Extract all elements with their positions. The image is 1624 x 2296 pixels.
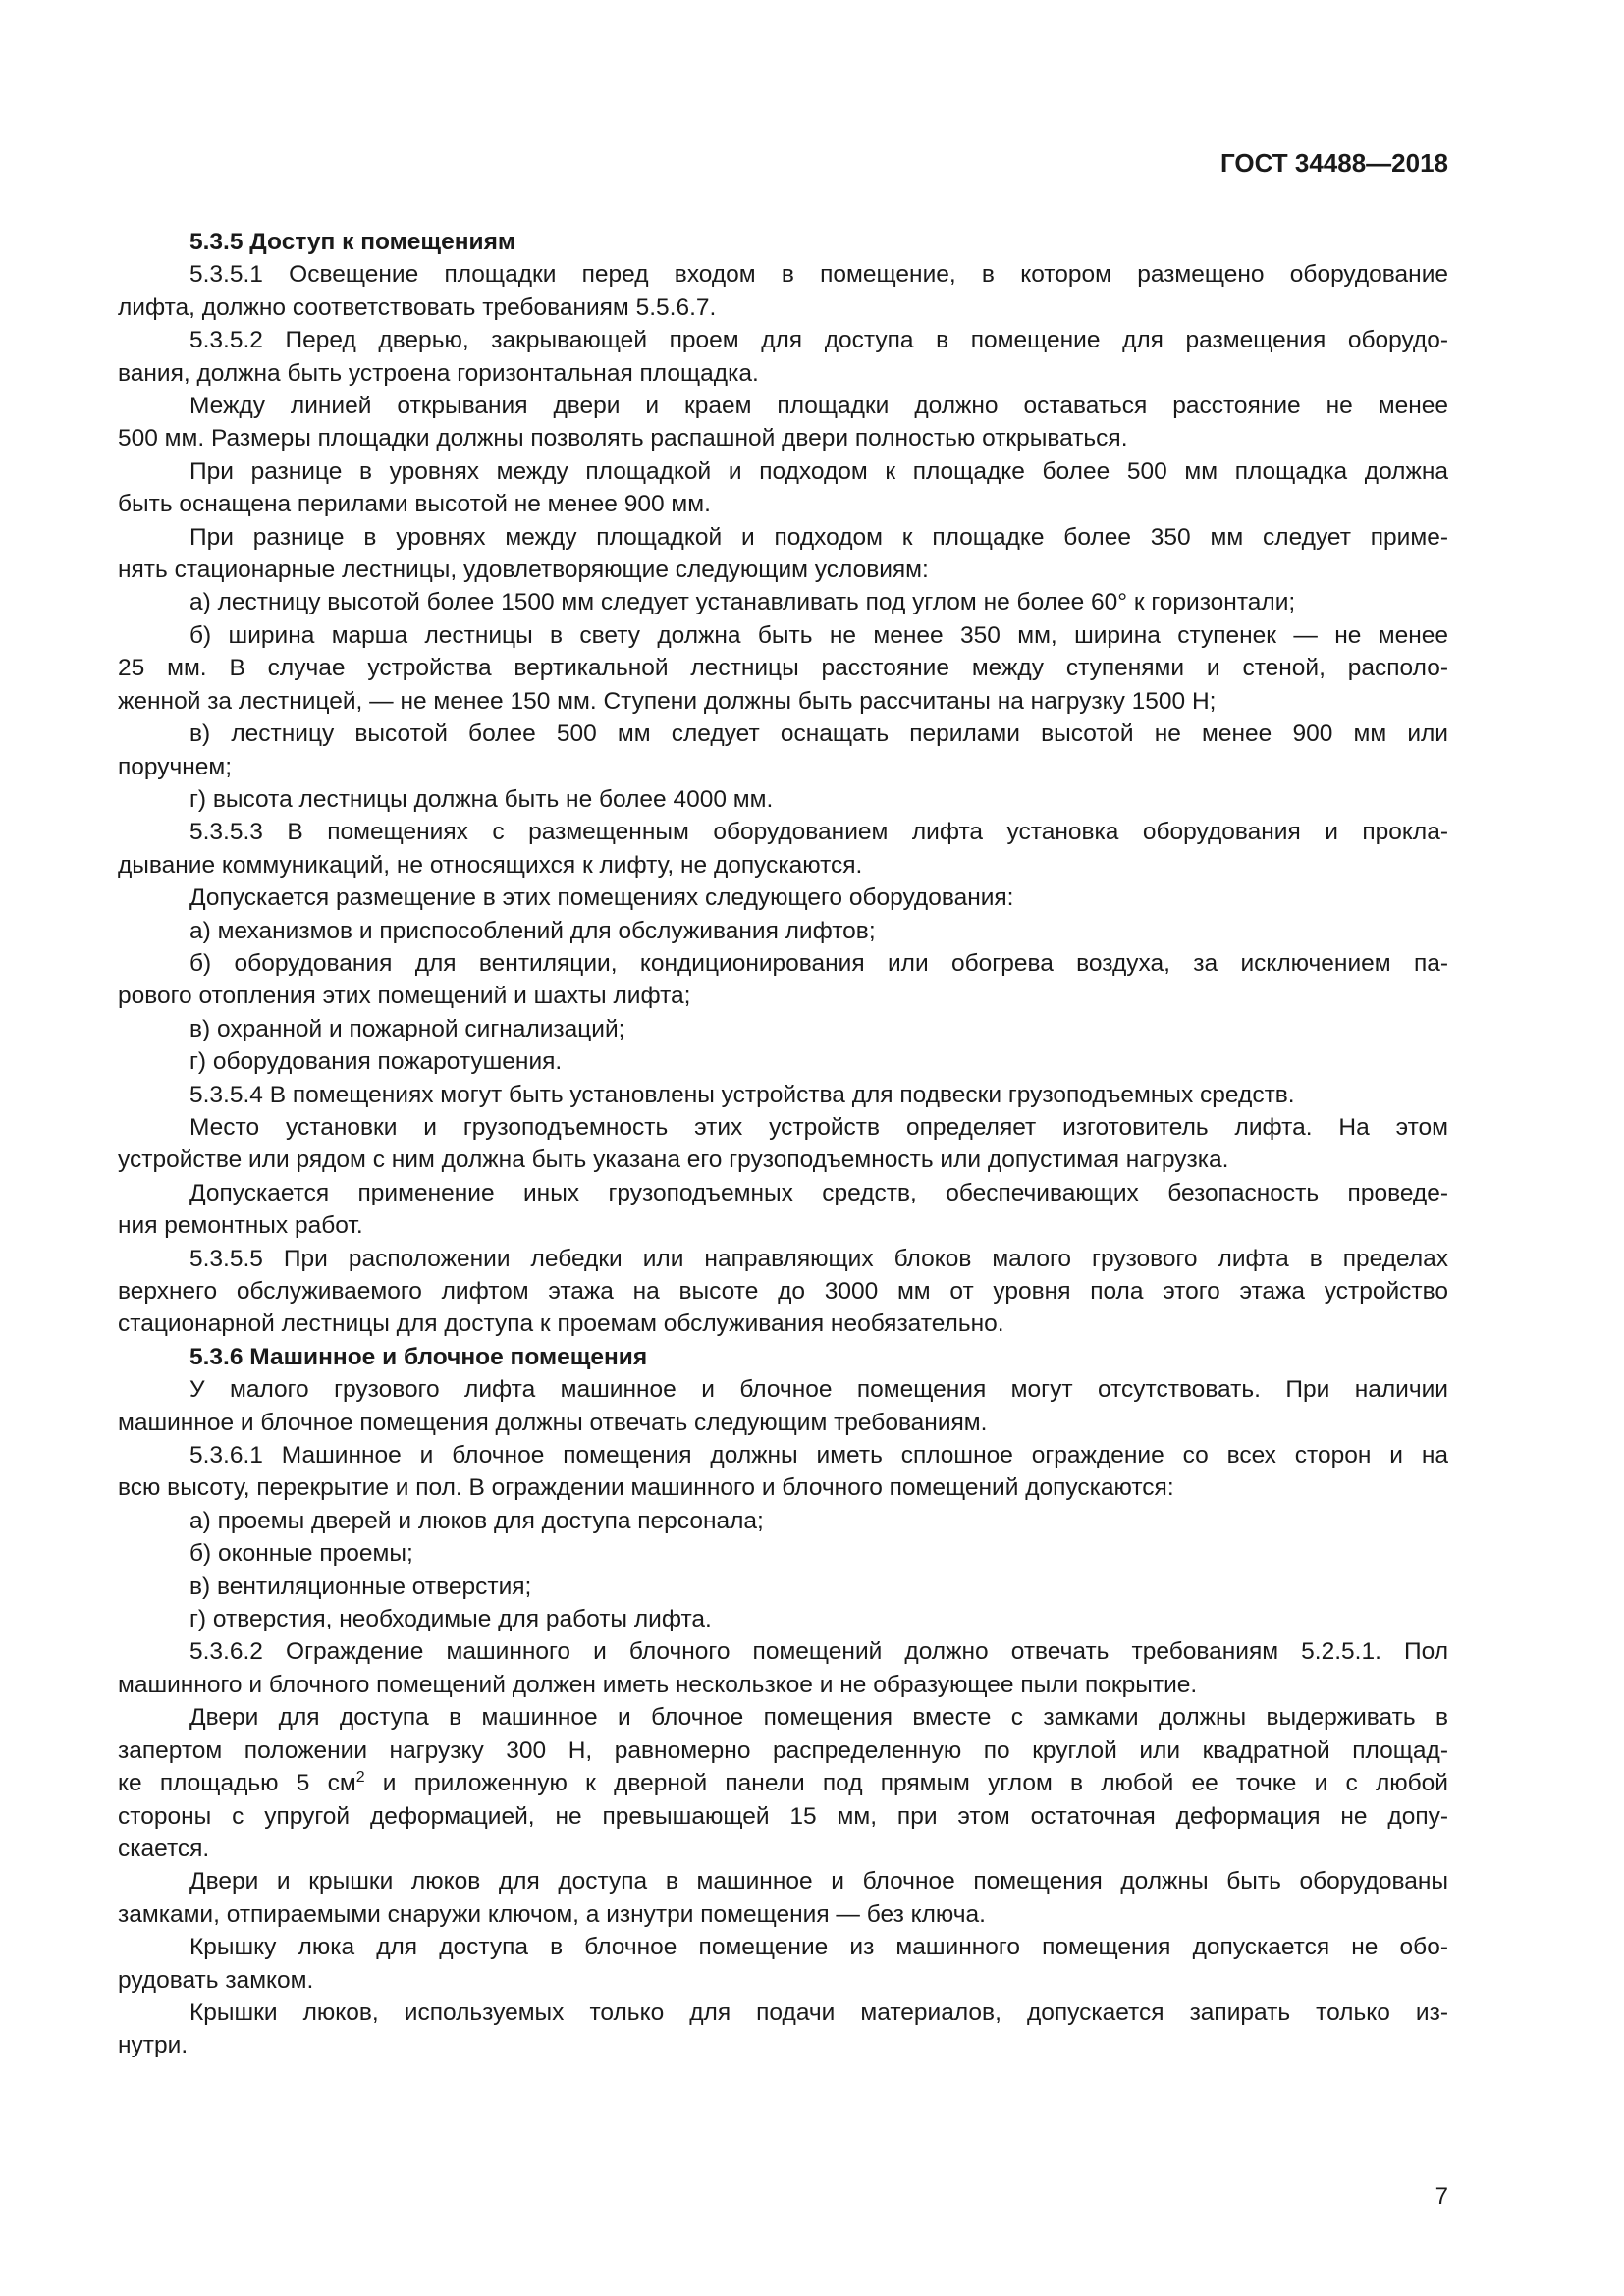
text-line: 5.3.5.3 В помещениях с размещенным оборудованием лифта установка оборудования и прокла- [189,819,1448,846]
text-line: 25 мм. В случае устройства вертикальной лестницы расстояние между ступенями и стеной, располо- [118,655,1448,682]
paragraph [118,816,1448,881]
paragraph [118,1243,1448,1341]
text-line: ке площадью 5 $см^2$ и приложенную к дверной панели под прямым углом в любой ее точке и с любой [118,1769,1448,1797]
text-line: Место установки и грузоподъемность этих устройств определяет изготовитель лифта. На этом [189,1113,1448,1141]
text-line: Крышку люка для доступа в блочное помещение из машинного помещения допускается не обо- [189,1934,1448,1961]
paragraph [118,324,1448,390]
section-heading: 5.3.5 Доступ к помещениям [189,229,515,255]
paragraph [118,1537,1448,1570]
text-line: б) ширина марша лестницы в свету должна быть не менее 350 мм, ширина ступенек — не менее [189,621,1448,649]
paragraph [118,1635,1448,1701]
paragraph [118,1045,1448,1078]
paragraph [118,718,1448,783]
standard-code: ГОСТ 34488—2018 [1220,148,1448,178]
text-line: 5.3.6.1 Машинное и блочное помещения должны иметь сплошное ограждение со всех сторон и на [189,1442,1448,1469]
paragraph [118,1865,1448,1931]
paragraph [118,1571,1448,1603]
text-line: Между линией открывания двери и краем площадки должно оставаться расстояние не менее [189,393,1448,420]
text-line: устройстве или рядом с ним должна быть указана его грузоподъемность или допустимая нагрузка. [118,1147,1229,1174]
text-line: ния ремонтных работ. [118,1212,363,1240]
text-line: запертом положении нагрузку 300 Н, равномерно распределенную по круглой или квадратной площад- [118,1736,1448,1764]
section-heading: 5.3.6 Машинное и блочное помещения [189,1343,648,1370]
text-line: стороны с упругой деформацией, не превышающей 15 мм, при этом остаточная деформация не допу- [118,1802,1448,1830]
text-line: Крышки люков, используемых только для подачи материалов, допускается запирать только из- [189,1999,1448,2026]
paragraph [118,619,1448,718]
text-line: г) отверстия, необходимые для работы лифта. [189,1606,712,1633]
paragraph [118,1931,1448,1997]
text-line: нять стационарные лестницы, удовлетворяющие следующим условиям: [118,557,929,584]
text-line: дывание коммуникаций, не относящихся к лифту, не допускаются. [118,851,863,879]
text-line: Допускается применение иных грузоподъемных средств, обеспечивающих безопасность проведе- [189,1179,1448,1206]
paragraph [118,915,1448,947]
paragraph [118,586,1448,618]
paragraph [118,1177,1448,1243]
paragraph [118,947,1448,1013]
text-line: При разнице в уровнях между площадкой и подходом к площадке более 350 мм следует приме- [189,523,1448,551]
text-line: 5.3.5.4 В помещениях могут быть установлены устройства для подвески грузоподъемных средств. [189,1081,1295,1108]
text-line: лифта, должно соответствовать требованиям 5.5.6.7. [118,294,717,321]
text-line: б) оборудования для вентиляции, кондиционирования или обогрева воздуха, за исключением па- [189,949,1448,977]
text-line: а) механизмов и приспособлений для обслуживания лифтов; [189,917,876,944]
text-line: рудовать замком. [118,1966,314,1994]
text-line: вания, должна быть устроена горизонтальная площадка. [118,359,759,387]
text-line: г) оборудования пожаротушения. [189,1048,563,1076]
paragraph [118,1111,1448,1177]
text-line: а) лестницу высотой более 1500 мм следует устанавливать под углом не более 60° к горизонтали; [189,589,1296,616]
text-line: Двери и крышки люков для доступа в машинное и блочное помещения должны быть оборудованы [189,1868,1448,1896]
text-line: б) оконные проемы; [189,1540,413,1568]
text-line: У малого грузового лифта машинное и блочное помещения могут отсутствовать. При наличии [189,1376,1448,1404]
paragraph [118,1603,1448,1635]
document-body [118,226,1448,2062]
text-line: машинного и блочного помещений должен иметь нескользкое и не образующее пыли покрытие. [118,1671,1198,1698]
text-line: верхнего обслуживаемого лифтом этажа на высоте до 3000 мм от уровня пола этого этажа устройство [118,1278,1448,1305]
text-line: в) вентиляционные отверстия; [189,1573,532,1600]
paragraph [118,1997,1448,2062]
paragraph [118,1079,1448,1111]
text-line: женной за лестницей, — не менее 150 мм. Ступени должны быть рассчитаны на нагрузку 1500 Н; [118,687,1217,715]
text-line: 5.3.5.1 Освещение площадки перед входом в помещение, в котором размещено оборудование [189,261,1448,289]
text-line: Допускается размещение в этих помещениях следующего оборудования: [189,884,1014,912]
paragraph [118,1701,1448,1865]
document-page [118,0,1448,2296]
paragraph [118,1439,1448,1505]
paragraph [118,390,1448,455]
paragraph [118,1013,1448,1045]
text-line: нутри. [118,2032,189,2059]
text-line: 5.3.5.5 При расположении лебедки или направляющих блоков малого грузового лифта в пределах [189,1245,1448,1272]
paragraph [118,521,1448,587]
text-line: скается. [118,1835,210,1862]
text-line: г) высота лестницы должна быть не более 4000 мм. [189,785,774,813]
paragraph [118,1373,1448,1439]
text-line: замками, отпираемыми снаружи ключом, а изнутри помещения — без ключа. [118,1900,986,1928]
page-number: 7 [1435,2183,1448,2210]
paragraph [118,455,1448,521]
text-line: поручнем; [118,753,233,780]
paragraph [118,881,1448,914]
paragraph [118,258,1448,324]
paragraph [118,1505,1448,1537]
text-line: 500 мм. Размеры площадки должны позволять распашной двери полностью открываться. [118,425,1128,453]
text-line: стационарной лестницы для доступа к проемам обслуживания необязательно. [118,1310,1004,1338]
text-line: 5.3.5.2 Перед дверью, закрывающей проем для доступа в помещение для размещения оборудо- [189,327,1448,354]
text-line: быть оснащена перилами высотой не менее 900 мм. [118,491,711,518]
text-line: а) проемы дверей и люков для доступа персонала; [189,1507,764,1534]
text-line: При разнице в уровнях между площадкой и подходом к площадке более 500 мм площадка должна [189,457,1448,485]
text-line: Двери для доступа в машинное и блочное помещения вместе с замками должны выдерживать в [189,1704,1448,1732]
text-line: машинное и блочное помещения должны отвечать следующим требованиям. [118,1409,988,1436]
text-line: всю высоту, перекрытие и пол. В ограждении машинного и блочного помещений допускаются: [118,1474,1174,1502]
paragraph [118,783,1448,816]
text-line: 5.3.6.2 Ограждение машинного и блочного помещений должно отвечать требованиям 5.2.5.1. Пол [189,1638,1448,1666]
text-line: в) лестницу высотой более 500 мм следует оснащать перилами высотой не менее 900 мм или [189,721,1448,748]
text-line: рового отопления этих помещений и шахты лифта; [118,983,691,1010]
text-line: в) охранной и пожарной сигнализаций; [189,1015,625,1042]
